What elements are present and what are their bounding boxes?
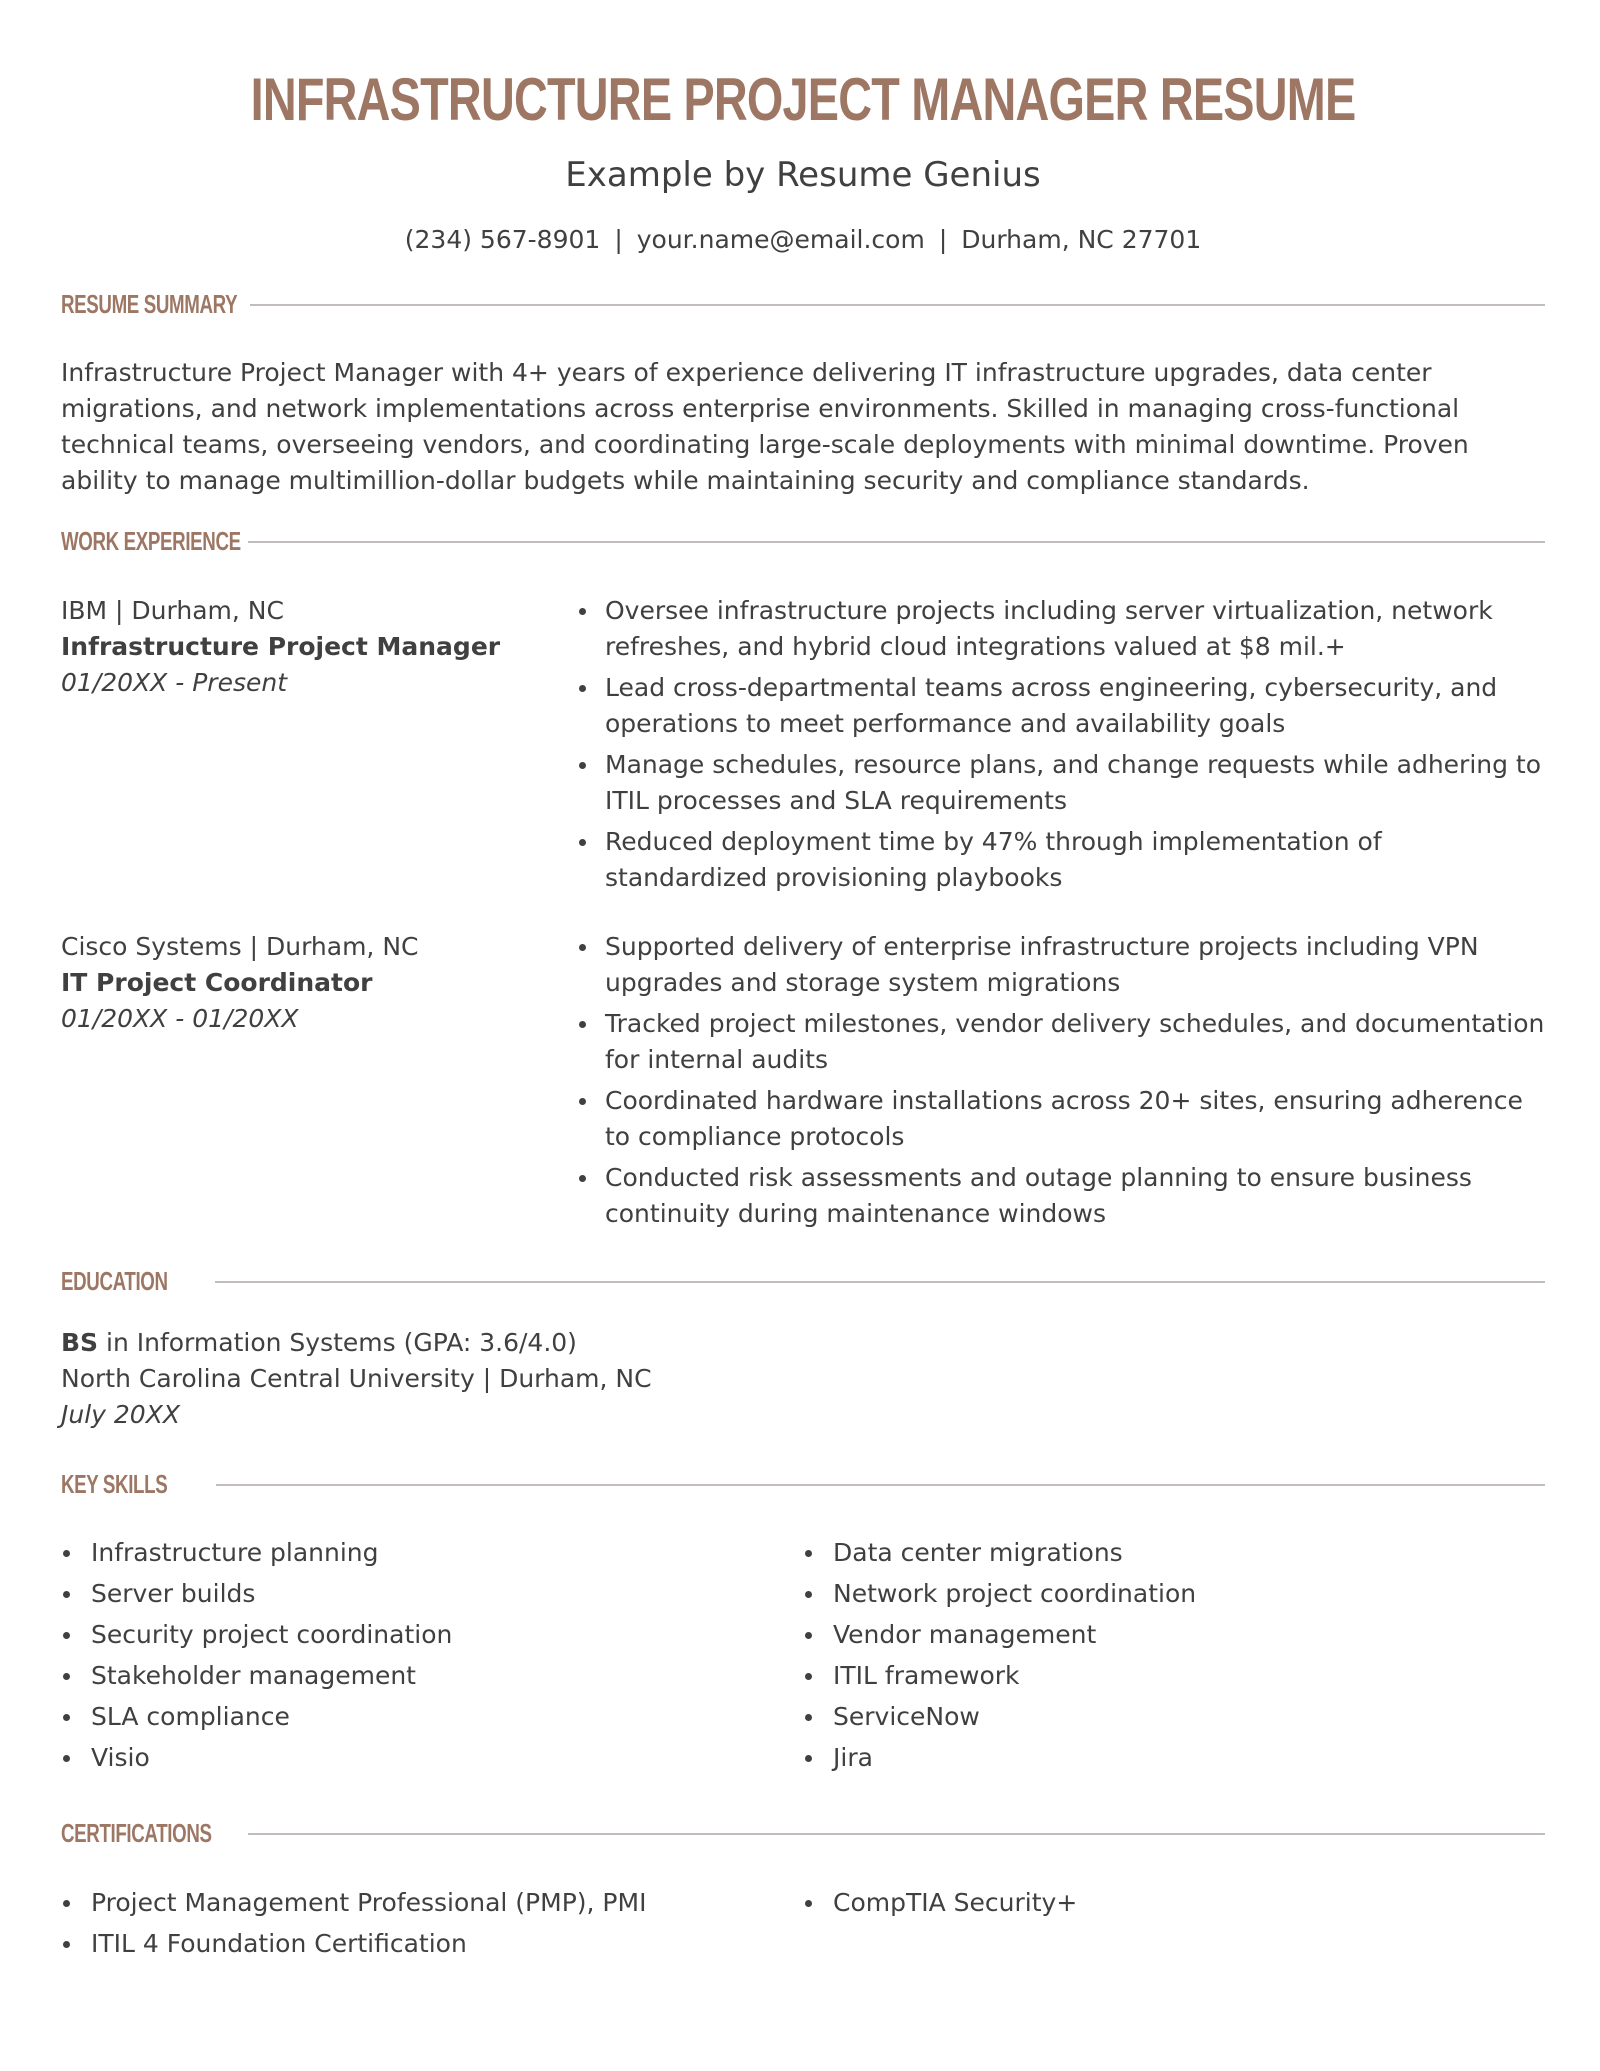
certification-item: Project Management Professional (PMP), PMI: [61, 1885, 761, 1926]
contact-line: [61, 225, 1545, 255]
job-bullets: [605, 929, 1545, 1237]
section-divider: [215, 1281, 1545, 1283]
education-entry: [61, 1325, 1545, 1433]
job-dates: 01/20XX - 01/20XX: [61, 1004, 299, 1033]
section-title: WORK EXPERIENCE: [61, 525, 241, 556]
skills-list-left: [61, 1535, 761, 1781]
education-date: July 20XX: [61, 1400, 180, 1429]
section-header-education: [61, 1264, 1545, 1298]
skill-item: ITIL framework: [803, 1658, 1503, 1699]
section-header-certifications: [61, 1816, 1545, 1850]
education-school: North Carolina Central University | Durham, NC: [61, 1364, 652, 1393]
section-header-experience: [61, 524, 1545, 558]
job-dates: 01/20XX - Present: [61, 668, 288, 697]
contact-separator: |: [614, 225, 623, 254]
contact-separator: |: [938, 225, 948, 254]
job-bullet: Conducted risk assessments and outage planning to ensure business continuity during maintenance windows: [605, 1160, 1545, 1232]
job-bullet: Lead cross-departmental teams across engineering, cybersecurity, and operations to meet performance and availability goals: [605, 670, 1545, 742]
skill-item: Visio: [61, 1740, 761, 1781]
job-bullets: [605, 593, 1545, 901]
job-bullet: Manage schedules, resource plans, and change requests while adhering to ITIL processes and SLA requirements: [605, 747, 1545, 819]
skill-item: Server builds: [61, 1576, 761, 1617]
job-company: Cisco Systems | Durham, NC: [61, 932, 419, 961]
certification-item: CompTIA Security+: [803, 1885, 1503, 1926]
degree-abbreviation: BS: [61, 1328, 99, 1357]
section-title: RESUME SUMMARY: [61, 288, 238, 319]
contact-email: your.name@email.com: [636, 225, 925, 254]
skill-item: Security project coordination: [61, 1617, 761, 1658]
skill-item: Network project coordination: [803, 1576, 1503, 1617]
job-role: IT Project Coordinator: [61, 968, 373, 997]
section-divider: [250, 304, 1545, 306]
resume-subtitle: Example by Resume Genius: [565, 155, 1041, 195]
job-bullet: Tracked project milestones, vendor delivery schedules, and documentation for internal audits: [605, 1006, 1545, 1078]
job-role: Infrastructure Project Manager: [61, 632, 501, 661]
job-bullet: Oversee infrastructure projects including server virtualization, network refreshes, and hybrid cloud integrations valued at $8 mil.+: [605, 593, 1545, 665]
section-divider: [216, 1484, 1545, 1486]
job-bullet: Reduced deployment time by 47% through implementation of standardized provisioning playbooks: [605, 824, 1545, 896]
education-degree: [61, 1325, 1545, 1361]
certification-item: ITIL 4 Foundation Certification: [61, 1926, 761, 1967]
degree-field: in Information Systems (GPA: 3.6/4.0): [98, 1328, 577, 1357]
section-header-summary: [61, 287, 1545, 321]
skill-item: Stakeholder management: [61, 1658, 761, 1699]
contact-location: Durham, NC 27701: [961, 225, 1202, 254]
job-details: [61, 929, 541, 1037]
resume-title: INFRASTRUCTURE PROJECT MANAGER RESUME: [250, 66, 1356, 133]
skill-item: ServiceNow: [803, 1699, 1503, 1740]
certifications-list-left: [61, 1885, 761, 1967]
section-divider: [248, 1833, 1545, 1835]
skill-item: Vendor management: [803, 1617, 1503, 1658]
section-title: EDUCATION: [61, 1265, 168, 1296]
section-divider: [248, 541, 1545, 543]
section-title: KEY SKILLS: [61, 1468, 168, 1499]
section-header-skills: [61, 1467, 1545, 1501]
job-bullet: Supported delivery of enterprise infrastructure projects including VPN upgrades and storage system migrations: [605, 929, 1545, 1001]
certifications-list-right: [803, 1885, 1503, 1926]
job-company: IBM | Durham, NC: [61, 596, 284, 625]
section-title: CERTIFICATIONS: [61, 1817, 212, 1848]
summary-paragraph: Infrastructure Project Manager with 4+ years of experience delivering IT infrastructure upgrades, data center migrations, and network implementations across enterprise environments. Skilled in managing cross-functional technical teams, overseeing vendors, and coordinating large-scale deployments with minimal downtime. Proven ability to manage multimillion-dollar budgets while maintaining security and compliance standards.: [61, 358, 1469, 495]
skills-list-right: [803, 1535, 1503, 1781]
skill-item: Data center migrations: [803, 1535, 1503, 1576]
skill-item: SLA compliance: [61, 1699, 761, 1740]
contact-phone: (234) 567-8901: [404, 225, 601, 254]
job-details: [61, 593, 541, 701]
skill-item: Jira: [803, 1740, 1503, 1781]
skill-item: Infrastructure planning: [61, 1535, 761, 1576]
job-bullet: Coordinated hardware installations across 20+ sites, ensuring adherence to compliance protocols: [605, 1083, 1545, 1155]
